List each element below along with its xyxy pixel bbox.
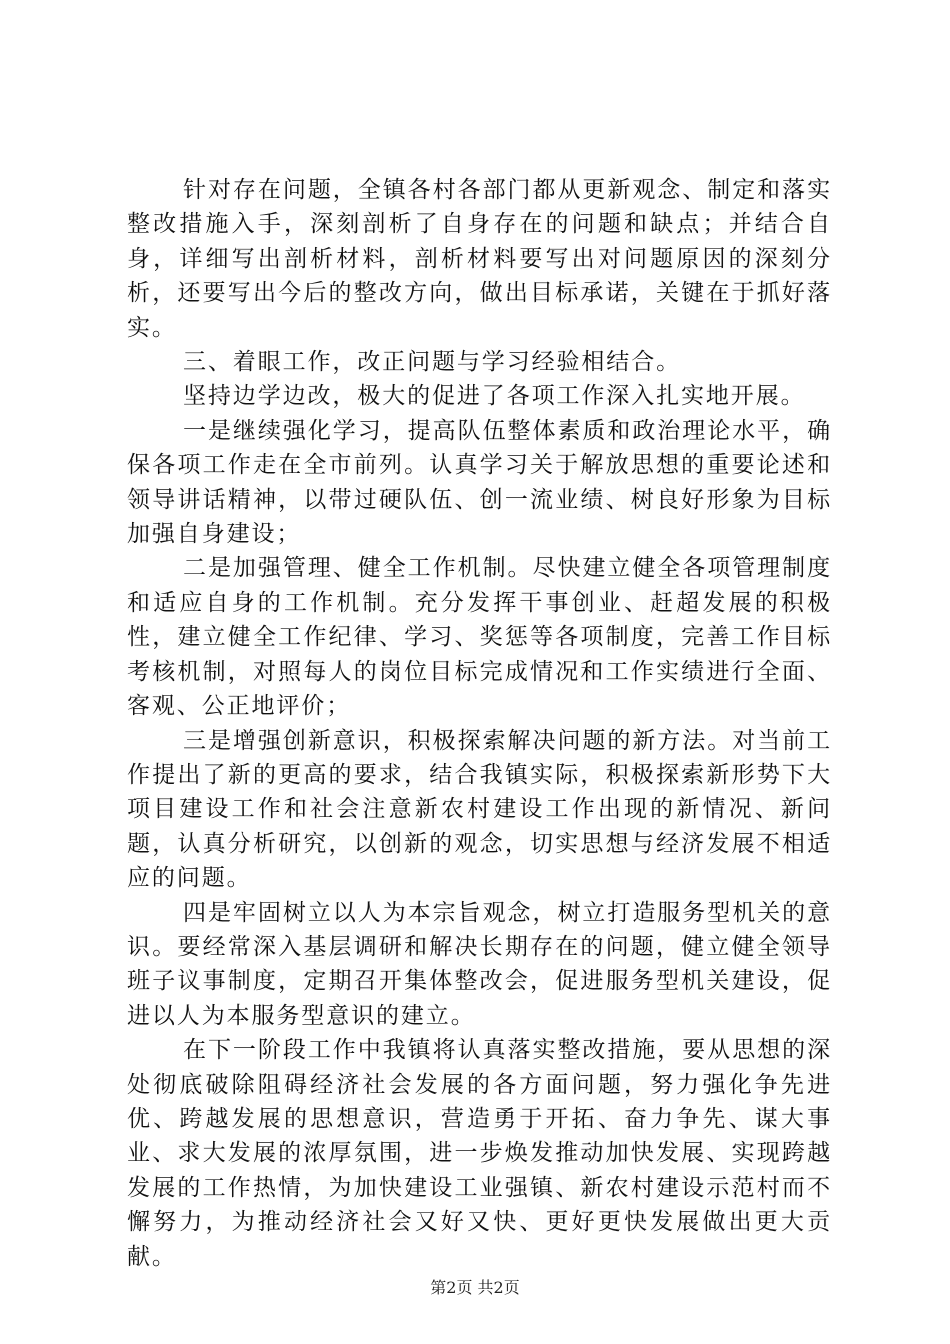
- document-body: [127, 173, 832, 1274]
- paragraph: 三、着眼工作，改正问题与学习经验相结合。: [183, 349, 681, 376]
- paragraph: 二是加强管理、健全工作机制。尽快建立健全各项管理制度和适应自身的工作机制。充分发挥干事创业、赶超发展的积极性，建立健全工作纪律、学习、奖惩等各项制度，完善工作目标考核机制，对照每人的岗位目标完成情况和工作实绩进行全面、客观、公正地评价；: [127, 555, 832, 720]
- paragraph: 四是牢固树立以人为本宗旨观念，树立打造服务型机关的意识。要经常深入基层调研和解决长期存在的问题，健立健全领导班子议事制度，定期召开集体整改会，促进服务型机关建设，促进以人为本服务型意识的建立。: [127, 899, 832, 1029]
- paragraph: 三是增强创新意识，积极探索解决问题的新方法。对当前工作提出了新的更高的要求，结合我镇实际，积极探索新形势下大项目建设工作和社会注意新农村建设工作出现的新情况、新问题，认真分析研究，以创新的观念，切实思想与经济发展不相适应的问题。: [127, 727, 832, 892]
- page-footer: 第2页 共2页: [430, 1278, 520, 1297]
- paragraph: 针对存在问题，全镇各村各部门都从更新观念、制定和落实整改措施入手，深刻剖析了自身存在的问题和缺点；并结合自身，详细写出剖析材料，剖析材料要写出对问题原因的深刻分析，还要写出今后的整改方向，做出目标承诺，关键在于抓好落实。: [127, 177, 832, 341]
- paragraph: 坚持边学边改，极大的促进了各项工作深入扎实地开展。: [183, 383, 806, 410]
- paragraph: 一是继续强化学习，提高队伍整体素质和政治理论水平，确保各项工作走在全市前列。认真学习关于解放思想的重要论述和领导讲话精神，以带过硬队伍、创一流业绩、树良好形象为目标加强自身建设；: [127, 417, 832, 548]
- paragraph: 在下一阶段工作中我镇将认真落实整改措施，要从思想的深处彻底破除阻碍经济社会发展的各方面问题，努力强化争先进优、跨越发展的思想意识，营造勇于开拓、奋力争先、谋大事业、求大发展的浓厚氛围，进一步焕发推动加快发展、实现跨越发展的工作热情，为加快建设工业强镇、新农村建设示范村而不懈努力，为推动经济社会又好又快、更好更快发展做出更大贡献。: [127, 1037, 832, 1270]
